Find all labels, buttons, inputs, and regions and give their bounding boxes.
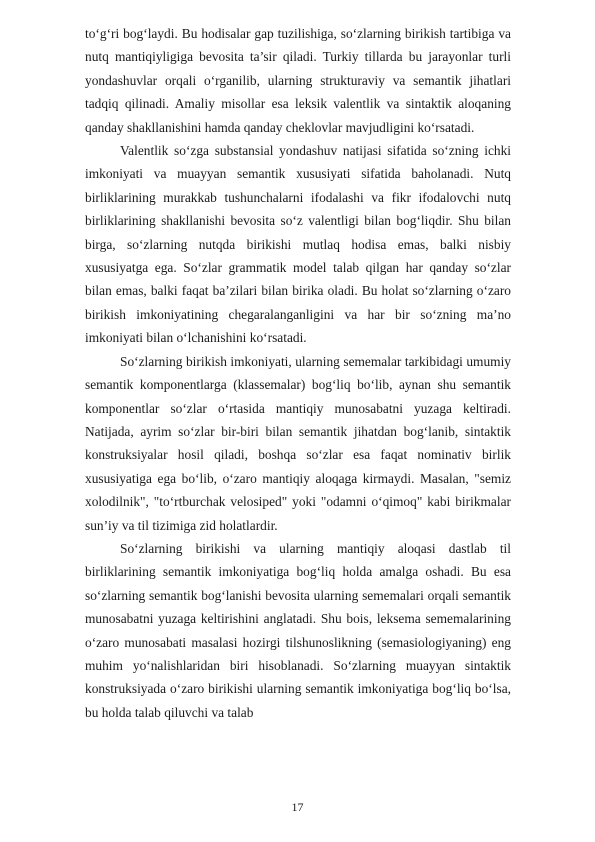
page-number: 17 xyxy=(291,800,304,814)
paragraph-valency: Valentlik so‘zga substansial yondashuv natijasi sifatida so‘zning ichki imkoniyati va muayyan semantik xususiyati sifatida baholanadi. Nutq birliklarining murakkab tushunchalarni ifodalashi va fikr ifodalovchi nutq birliklarining shakllanishi bevosita so‘z valentligi bilan bog‘liqdir. Shu bilan birga, so‘zlarning nutqda birikishi mutlaq hodisa emas, balki nisbiy xususiyatga ega. So‘zlar grammatik model talab qilgan har qanday so‘zlar bilan emas, balki faqat ba’zilari bilan birika oladi. Bu holat so‘zlarning o‘zaro birikish imkoniyatining chegaralanganligini va har bir so‘zning ma’no imkoniyati bilan o‘lchanishini ko‘rsatadi. xyxy=(85,143,511,346)
body-text xyxy=(85,22,511,724)
paragraph-continuation: to‘g‘ri bog‘laydi. Bu hodisalar gap tuzilishiga, so‘zlarning birikish tartibiga va nutq mantiqiyligiga bevosita ta’sir qiladi. Turkiy tillarda bu jarayonlar turli yondashuvlar orqali o‘rganilib, ularning strukturaviy va semantik jihatlari tadqiq qilinadi. Amaliy misollar esa leksik valentlik va sintaktik aloqaning qanday shakllanishini hamda qanday cheklovlar mavjudligini ko‘rsatadi. xyxy=(85,26,511,135)
paragraph-semantic-link: So‘zlarning birikishi va ularning mantiqiy aloqasi dastlab til birliklarining semantik imkoniyatiga bog‘liq holda amalga oshadi. Bu esa so‘zlarning semantik bog‘lanishi bevosita ularning sememalari orqali semantik munosabatni yuzaga keltirishini anglatadi. Shu bois, leksema sememalarining o‘zaro munosabati masalasi hozirgi tilshunoslikning (semasiologiyaning) eng muhim yo‘nalishlaridan biri hisoblanadi. So‘zlarning muayyan sintaktik konstruksiyada o‘zaro birikishi ularning semantik imkoniyatiga bog‘liq bo‘lsa, bu holda talab qiluvchi va talab xyxy=(85,540,511,720)
paragraph-combinability: So‘zlarning birikish imkoniyati, ularning sememalar tarkibidagi umumiy semantik komponentlarga (klassemalar) bog‘liq bo‘lib, aynan shu semantik komponentlar so‘zlar o‘rtasida mantiqiy munosabatni yuzaga keltiradi. Natijada, ayrim so‘zlar bir-biri bilan semantik jihatdan bog‘lanib, sintaktik konstruksiyalar hosil qiladi, boshqa so‘zlar esa faqat nominativ birlik xususiyatiga ega bo‘lib, o‘zaro mantiqiy aloqaga kirmaydi. Masalan, "semiz xolodilnik", "to‘rtburchak velosiped" yoki "odamni o‘qimoq" kabi birikmalar sun’iy va til tizimiga zid holatlardir. xyxy=(85,353,511,533)
